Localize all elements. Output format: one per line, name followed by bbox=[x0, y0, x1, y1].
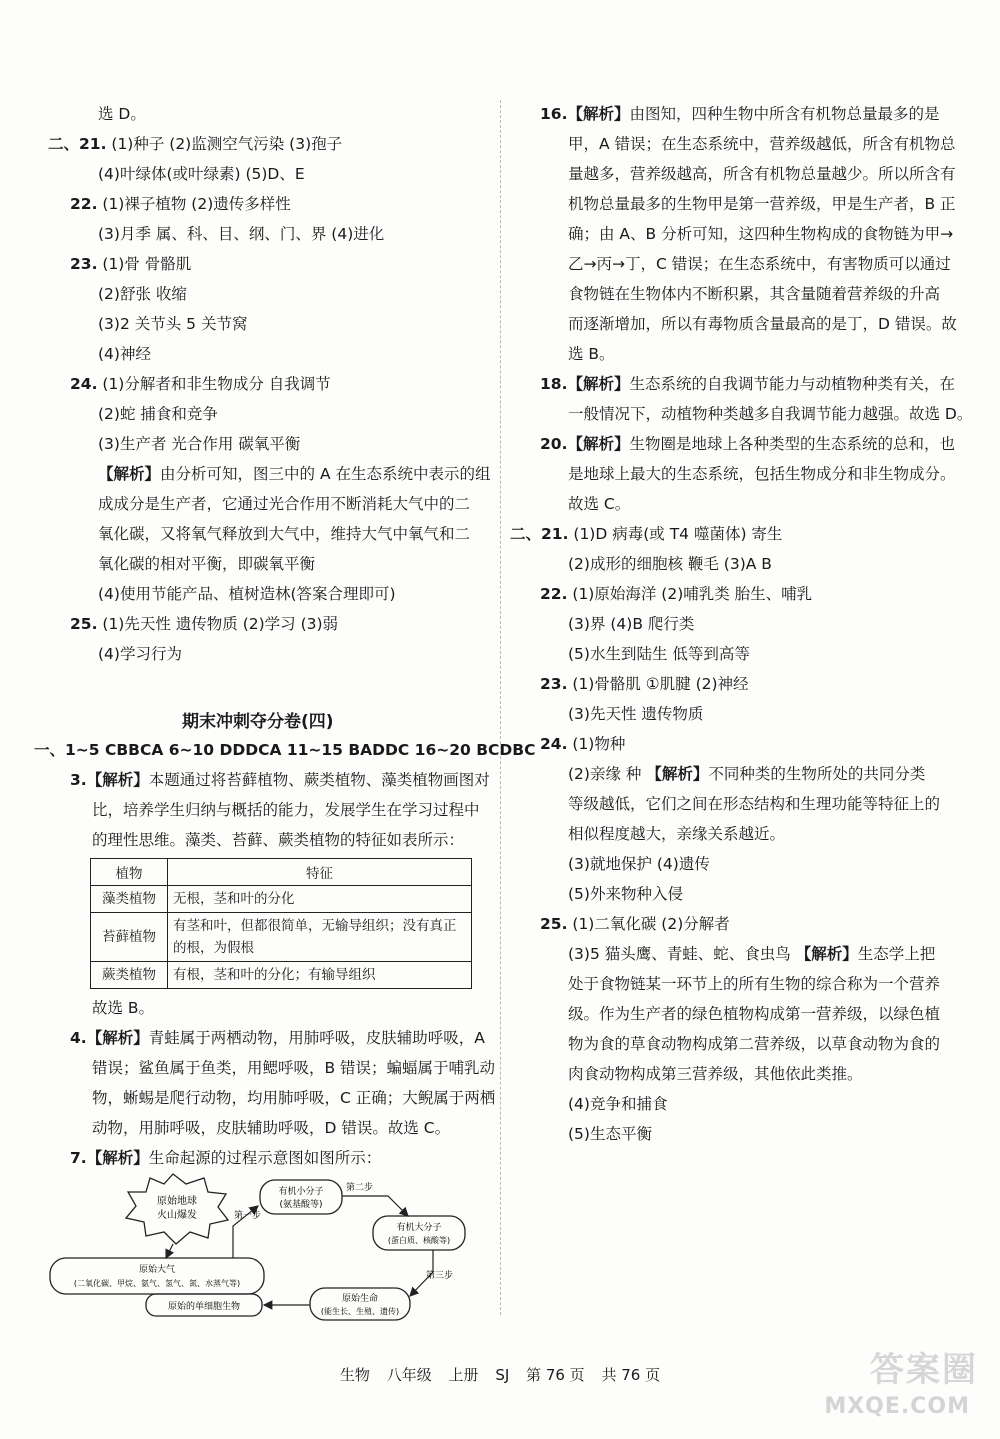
table-header-row bbox=[91, 859, 472, 886]
question-number: 7. bbox=[70, 1149, 87, 1167]
answer-line bbox=[98, 584, 396, 604]
footer-volume: 上册 bbox=[448, 1366, 479, 1384]
answer-line bbox=[98, 554, 315, 574]
question-number: 18. bbox=[540, 375, 568, 393]
answer-line bbox=[568, 1094, 667, 1114]
analysis-tag: 【解析】 bbox=[567, 375, 630, 393]
answer-line bbox=[568, 164, 956, 184]
answer-line bbox=[568, 704, 703, 724]
answer-text: 的理性思维。藻类、苔藓、蕨类植物的特征如表所示： bbox=[92, 831, 465, 849]
answer-line bbox=[568, 1034, 940, 1054]
answer-line bbox=[568, 134, 956, 154]
footer-grade: 八年级 bbox=[386, 1366, 432, 1384]
step1-label: 第一步 bbox=[234, 1211, 262, 1221]
analysis-tag: 【解析】 bbox=[646, 765, 709, 783]
answer-text: (5)水生到陆生 低等到高等 bbox=[568, 645, 750, 663]
diagram-start-line1: 原始地球 bbox=[157, 1196, 197, 1207]
answer-text: (3)就地保护 (4)遗传 bbox=[568, 855, 710, 873]
answer-text: 是地球上最大的生态系统，包括生物成分和非生物成分。 bbox=[568, 465, 956, 483]
watermark-text: MXQE.COM bbox=[824, 1394, 970, 1419]
question-number: 24. bbox=[70, 375, 98, 393]
answer-text: (1)原始海洋 (2)哺乳类 胎生、哺乳 bbox=[567, 585, 813, 603]
answer-text: 确；由 A、B 分析可知，这四种生物构成的食物链为甲→ bbox=[568, 225, 954, 243]
answer-text: 氧化碳的相对平衡，即碳氧平衡 bbox=[98, 555, 316, 573]
table-row bbox=[91, 962, 472, 989]
answer-text: (1)D 病毒(或 T4 噬菌体) 寄生 bbox=[568, 525, 783, 543]
footer-total: 共 76 页 bbox=[601, 1366, 661, 1384]
answer-line bbox=[98, 434, 300, 454]
footer-page: 第 76 页 bbox=[526, 1366, 585, 1384]
answer-line bbox=[98, 314, 247, 334]
answer-text: (1)裸子植物 (2)遗传多样性 bbox=[97, 195, 291, 213]
answer-line bbox=[98, 164, 305, 184]
answer-line bbox=[568, 1064, 863, 1084]
question-number: 22. bbox=[540, 585, 568, 603]
diagram-small-line2: (氨基酸等) bbox=[279, 1200, 323, 1210]
answer-text: 成成分是生产者，它通过光合作用不断消耗大气中的二 bbox=[98, 495, 471, 513]
question-number: 二、21. bbox=[510, 525, 569, 543]
analysis-tag: 【解析】 bbox=[795, 945, 858, 963]
arrow-start-to-atmo bbox=[166, 1244, 173, 1258]
answer-line bbox=[568, 644, 750, 664]
answer-text: 选 B。 bbox=[568, 345, 615, 363]
answer-line bbox=[568, 764, 925, 784]
answer-text: (3)生产者 光合作用 碳氧平衡 bbox=[98, 435, 301, 453]
answer-text: (2)蛇 捕食和竞争 bbox=[98, 405, 218, 423]
answer-text: (1)骨 骨骼肌 bbox=[97, 255, 192, 273]
question-number: 4. bbox=[70, 1029, 87, 1047]
answer-line bbox=[568, 194, 956, 214]
question-number: 22. bbox=[70, 195, 98, 213]
answer-text: (4)神经 bbox=[98, 345, 151, 363]
footer-edition: SJ bbox=[495, 1366, 510, 1384]
table-cell: 有茎和叶，但都很简单，无输导组织；没有真正的根，为假根 bbox=[168, 913, 472, 962]
answer-line bbox=[540, 734, 625, 754]
answer-line bbox=[70, 254, 191, 274]
answer-line bbox=[92, 830, 464, 850]
answer-line bbox=[568, 224, 953, 244]
answer-line bbox=[568, 284, 940, 304]
starburst-shape bbox=[126, 1174, 228, 1244]
answer-text: 生态系统的自我调节能力与动植物种类有关，在 bbox=[629, 375, 955, 393]
answer-text: 处于食物链某一环节上的所有生物的综合称为一个营养 bbox=[568, 975, 941, 993]
watermark-logo: 答案圈 bbox=[870, 1350, 978, 1390]
diagram-small-line1: 有机小分子 bbox=[278, 1187, 324, 1197]
analysis-tag: 【解析】 bbox=[567, 435, 630, 453]
answer-text: 青蛙属于两栖动物，用肺呼吸，皮肤辅助呼吸，A bbox=[148, 1029, 485, 1047]
answer-text: (1)物种 bbox=[567, 735, 626, 753]
answer-text: 由图知，四种生物中所含有机物总量最多的是 bbox=[629, 105, 940, 123]
table-row bbox=[91, 913, 472, 962]
answer-text: (4)使用节能产品、植树造林(答案合理即可) bbox=[98, 585, 396, 603]
answer-text: (1)先天性 遗传物质 (2)学习 (3)弱 bbox=[97, 615, 339, 633]
analysis-tag: 【解析】 bbox=[567, 105, 630, 123]
table-header: 植物 bbox=[91, 859, 168, 886]
answer-text: 甲，A 错误；在生态系统中，营养级越低，所含有机物总 bbox=[568, 135, 956, 153]
question-number: 一、 bbox=[34, 741, 66, 759]
answer-line bbox=[540, 374, 955, 394]
answer-text: 选 D。 bbox=[98, 105, 146, 123]
diagram-cell-label: 原始的单细胞生物 bbox=[167, 1302, 241, 1312]
answer-text: 比，培养学生归纳与概括的能力，发展学生在学习过程中 bbox=[92, 801, 480, 819]
answer-text: 食物链在生物体内不断积累，其含量随着营养级的升高 bbox=[568, 285, 941, 303]
section-title: 期末冲刺夺分卷(四) bbox=[182, 712, 334, 732]
answer-text: 故选 B。 bbox=[92, 999, 155, 1017]
table-cell: 无根，茎和叶的分化 bbox=[168, 886, 472, 913]
diagram-life-line2: (能生长、生殖、遗传) bbox=[320, 1307, 400, 1316]
plant-feature-table bbox=[90, 858, 472, 989]
answer-line bbox=[568, 854, 710, 874]
table-row bbox=[91, 886, 472, 913]
answer-line bbox=[98, 224, 384, 244]
answer-text: 生命起源的过程示意图如图所示： bbox=[148, 1149, 382, 1167]
answer-text: (4)叶绿体(或叶绿素) (5)D、E bbox=[98, 165, 305, 183]
answer-line bbox=[540, 584, 812, 604]
question-number: 16. bbox=[540, 105, 568, 123]
answer-line bbox=[98, 404, 218, 424]
answer-text: 生物圈是地球上各种类型的生态系统的总和，也 bbox=[629, 435, 955, 453]
answer-text: (3)2 关节头 5 关节窝 bbox=[98, 315, 248, 333]
answer-line bbox=[70, 1148, 381, 1168]
answer-text: 乙→丙→丁，C 错误；在生态系统中，有害物质可以通过 bbox=[568, 255, 951, 273]
diagram-start-line2: 火山爆发 bbox=[157, 1210, 197, 1221]
question-number: 二、21. bbox=[48, 135, 107, 153]
answer-line bbox=[540, 674, 749, 694]
question-number: 23. bbox=[540, 675, 568, 693]
footer-subject: 生物 bbox=[339, 1366, 370, 1384]
arrow-small-to-big bbox=[342, 1196, 408, 1216]
answer-text: (2)舒张 收缩 bbox=[98, 285, 187, 303]
answer-line bbox=[98, 644, 182, 664]
answer-line bbox=[34, 740, 535, 760]
answer-line bbox=[568, 494, 630, 514]
analysis-tag: 【解析】 bbox=[86, 1029, 149, 1047]
answer-text: 量越多，营养级越高，所含有机物总量越少。所以所含有 bbox=[568, 165, 956, 183]
answer-line bbox=[540, 434, 955, 454]
answer-line bbox=[568, 794, 940, 814]
answer-text: 物为食的草食动物构成第二营养级，以草食动物为食的 bbox=[568, 1035, 941, 1053]
analysis-tag: 【解析】 bbox=[86, 1149, 149, 1167]
answer-text: 1~5 CBBCA 6~10 DDDCA 11~15 BADDC 16~20 BCDBC bbox=[65, 741, 536, 759]
answer-text: (5)生态平衡 bbox=[568, 1125, 652, 1143]
answer-text: (1)二氧化碳 (2)分解者 bbox=[567, 915, 730, 933]
diagram-life-line1: 原始生命 bbox=[341, 1294, 379, 1304]
question-number: 24. bbox=[540, 735, 568, 753]
answer-line bbox=[568, 824, 785, 844]
analysis-tag: 【解析】 bbox=[86, 771, 149, 789]
answer-line bbox=[92, 998, 154, 1018]
answer-line bbox=[568, 884, 683, 904]
answer-line bbox=[70, 614, 338, 634]
answer-text: (3)5 猫头鹰、青蛙、蛇、食虫鸟 bbox=[568, 945, 796, 963]
table-cell: 蕨类植物 bbox=[91, 962, 168, 989]
answer-text: 一般情况下，动植物种类越多自我调节能力越强。故选 D。 bbox=[568, 405, 973, 423]
answer-line bbox=[92, 1058, 495, 1078]
answer-text: 错误；鲨鱼属于鱼类，用鳃呼吸，B 错误；蝙蝠属于哺乳动 bbox=[92, 1059, 496, 1077]
answer-line bbox=[98, 284, 187, 304]
atmosphere-box bbox=[50, 1258, 264, 1294]
question-number: 3. bbox=[70, 771, 87, 789]
answer-line bbox=[568, 344, 615, 364]
answer-line bbox=[510, 524, 782, 544]
table-header: 特征 bbox=[168, 859, 472, 886]
answer-text: 氧化碳，又将氧气释放到大气中，维持大气中氧气和二 bbox=[98, 525, 471, 543]
answer-text: 肉食动物构成第三营养级，其他依此类推。 bbox=[568, 1065, 863, 1083]
answer-line bbox=[70, 374, 331, 394]
origin-of-life-diagram bbox=[48, 1172, 468, 1322]
answer-line bbox=[92, 800, 480, 820]
question-number: 25. bbox=[540, 915, 568, 933]
answer-line bbox=[568, 404, 972, 424]
step3-label: 第三步 bbox=[426, 1271, 454, 1281]
step2-label: 第二步 bbox=[346, 1183, 374, 1193]
answer-line bbox=[568, 464, 956, 484]
answer-text: (4)学习行为 bbox=[98, 645, 182, 663]
diagram-atmo-line2: (二氧化碳、甲烷、氨气、氢气、氮、水蒸气等) bbox=[73, 1279, 241, 1288]
answer-text: (3)界 (4)B 爬行类 bbox=[568, 615, 695, 633]
answer-line bbox=[98, 344, 151, 364]
answer-text: 相似程度越大，亲缘关系越近。 bbox=[568, 825, 786, 843]
answer-line bbox=[48, 134, 342, 154]
answer-line bbox=[70, 770, 490, 790]
answer-line bbox=[92, 1118, 450, 1138]
answer-line bbox=[98, 524, 470, 544]
answer-line bbox=[540, 914, 730, 934]
diagram-big-line1: 有机大分子 bbox=[396, 1223, 442, 1233]
answer-line bbox=[568, 1124, 652, 1144]
answer-text: 本题通过将苔藓植物、蕨类植物、藻类植物画图对 bbox=[148, 771, 490, 789]
answer-text: 生态学上把 bbox=[857, 945, 936, 963]
answer-line bbox=[568, 944, 935, 964]
answer-text: (1)分解者和非生物成分 自我调节 bbox=[97, 375, 331, 393]
answer-text: 动物，用肺呼吸，皮肤辅助呼吸，D 错误。故选 C。 bbox=[92, 1119, 451, 1137]
question-number: 20. bbox=[540, 435, 568, 453]
diagram-atmo-line1: 原始大气 bbox=[138, 1265, 176, 1275]
answer-line bbox=[70, 1028, 485, 1048]
answer-line bbox=[98, 464, 490, 484]
answer-text: (2)亲缘 种 bbox=[568, 765, 647, 783]
answer-line bbox=[568, 1004, 940, 1024]
answer-line bbox=[98, 494, 470, 514]
answer-text: (5)外来物种入侵 bbox=[568, 885, 683, 903]
answer-text: (1)骨骼肌 ①肌腱 (2)神经 bbox=[567, 675, 749, 693]
question-number: 25. bbox=[70, 615, 98, 633]
answer-line bbox=[70, 194, 291, 214]
answer-line bbox=[98, 104, 146, 124]
answer-text: (3)月季 属、科、目、纲、门、界 (4)进化 bbox=[98, 225, 385, 243]
answer-text: 级。作为生产者的绿色植物构成第一营养级，以绿色植 bbox=[568, 1005, 941, 1023]
answer-line bbox=[568, 254, 951, 274]
table-cell: 苔藓植物 bbox=[91, 913, 168, 962]
analysis-tag: 【解析】 bbox=[98, 465, 161, 483]
question-number: 23. bbox=[70, 255, 98, 273]
answer-line bbox=[568, 974, 940, 994]
answer-text: (4)竞争和捕食 bbox=[568, 1095, 668, 1113]
answer-text: 等级越低，它们之间在形态结构和生理功能等特征上的 bbox=[568, 795, 941, 813]
table-cell: 有根，茎和叶的分化；有输导组织 bbox=[168, 962, 472, 989]
answer-text: (1)种子 (2)监测空气污染 (3)孢子 bbox=[106, 135, 343, 153]
answer-text: 机物总量最多的生物甲是第一营养级，甲是生产者，B 正 bbox=[568, 195, 956, 213]
answer-text: 物，蜥蜴是爬行动物，均用肺呼吸，C 正确；大鲵属于两栖 bbox=[92, 1089, 496, 1107]
table-cell: 藻类植物 bbox=[91, 886, 168, 913]
answer-text: 不同种类的生物所处的共同分类 bbox=[708, 765, 926, 783]
answer-line bbox=[92, 1088, 495, 1108]
answer-text: (3)先天性 遗传物质 bbox=[568, 705, 704, 723]
page-footer bbox=[0, 1364, 1000, 1385]
answer-line bbox=[568, 554, 772, 574]
answer-text: 而逐渐增加，所以有毒物质含量最高的是丁，D 错误。故 bbox=[568, 315, 957, 333]
column-divider bbox=[500, 100, 501, 1315]
answer-text: 故选 C。 bbox=[568, 495, 631, 513]
diagram-big-line2: (蛋白质、核酸等) bbox=[387, 1236, 451, 1245]
answer-text: 由分析可知，图三中的 A 在生态系统中表示的组 bbox=[160, 465, 491, 483]
answer-text: (2)成形的细胞核 鞭毛 (3)A B bbox=[568, 555, 772, 573]
answer-line bbox=[568, 314, 957, 334]
answer-line bbox=[568, 614, 694, 634]
answer-line bbox=[540, 104, 940, 124]
